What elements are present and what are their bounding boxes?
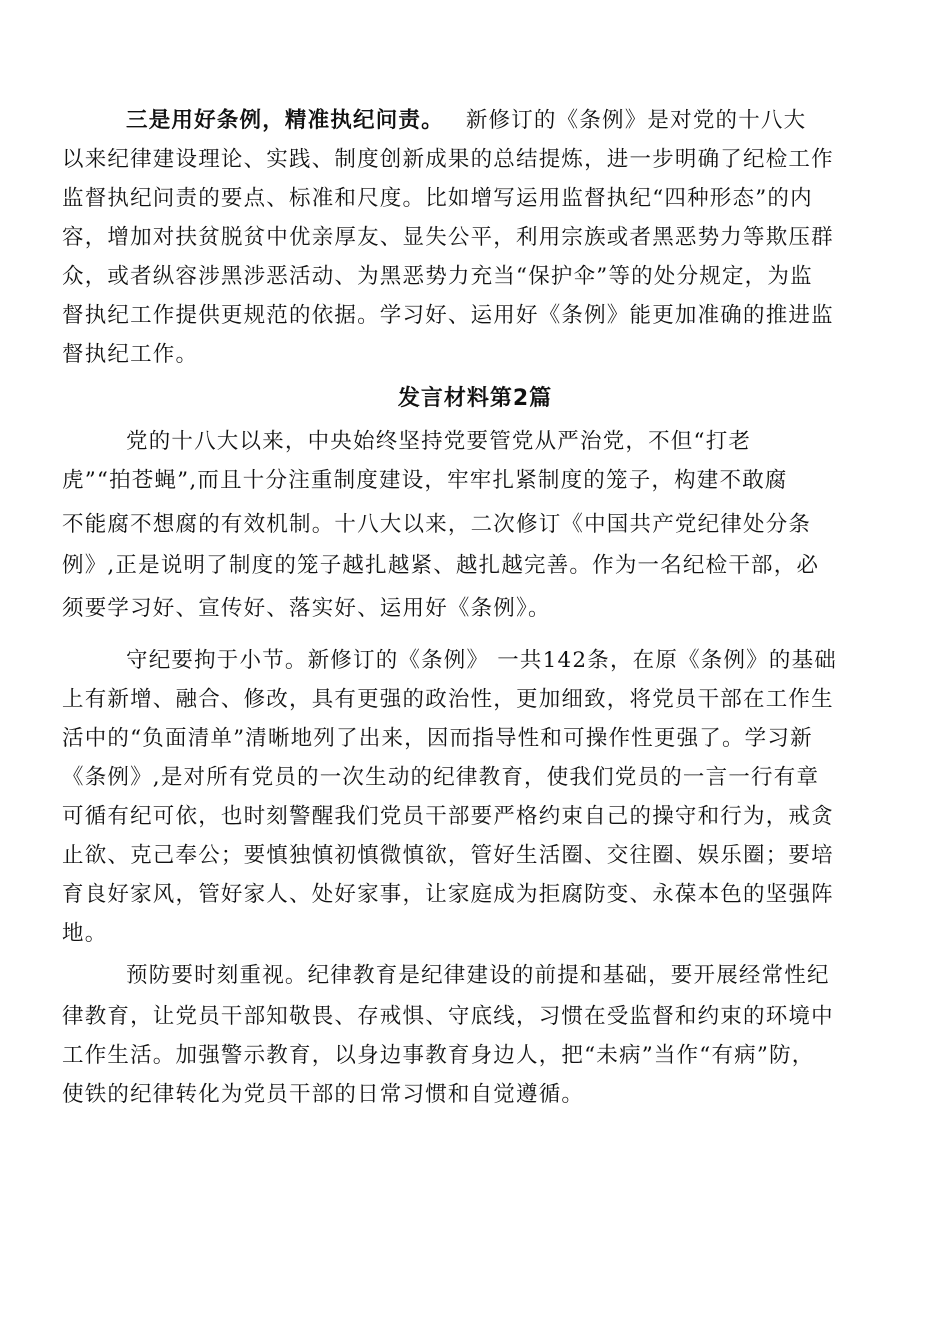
paragraph-line: 须要学习好、宣传好、落实好、运用好《条例》。	[62, 596, 551, 621]
section1-line: 众，或者纵容涉黑涉恶活动、为黑恶势力充当“保护伞”等的处分规定，为监	[62, 264, 813, 289]
paragraph-line: 工作生活。加强警示教育，以身边事教育身边人，把“未病”当作“有病”防，	[62, 1043, 815, 1068]
paragraph-line: 使铁的纪律转化为党员干部的日常习惯和自觉遵循。	[62, 1082, 585, 1107]
paragraph-line: 党的十八大以来，中央始终坚持党要管党从严治党，不但“打老	[126, 429, 752, 454]
paragraph-line: 虎”“拍苍蝇”,而且十分注重制度建设，牢牢扎紧制度的笼子，构建不敢腐	[62, 468, 788, 493]
paragraph-line: 育良好家风，管好家人、处好家事，让家庭成为拒腐防变、永葆本色的坚强阵	[62, 882, 834, 907]
paragraph-line: 可循有纪可依，也时刻警醒我们党员干部要严格约束自己的操守和行为，戒贪	[62, 804, 834, 829]
paragraph-line: 《条例》,是对所有党员的一次生动的纪律教育，使我们党员的一言一行有章	[62, 765, 820, 790]
paragraph-line: 守纪要拘于小节。新修订的《条例》 一共142条，在原《条例》的基础	[126, 648, 837, 673]
paragraph-line: 不能腐不想腐的有效机制。十八大以来，二次修订《中国共产党纪律处分条	[62, 512, 812, 537]
paragraph-line: 活中的“负面清单”清晰地列了出来，因而指导性和可操作性更强了。学习新	[62, 726, 813, 751]
section1-line: 监督执纪问责的要点、标准和尺度。比如增写运用监督执纪“四种形态”的内	[62, 186, 813, 211]
section1-line: 容，增加对扶贫脱贫中优亲厚友、显失公平，利用宗族或者黑恶势力等欺压群	[62, 225, 834, 250]
section1-line: 以来纪律建设理论、实践、制度创新成果的总结提炼，进一步明确了纪检工作	[62, 147, 834, 172]
paragraph-line: 止欲、克己奉公；要慎独慎初慎微慎欲，管好生活圈、交往圈、娱乐圈；要培	[62, 843, 834, 868]
section1-line-1	[126, 106, 806, 136]
paragraph-line: 律教育，让党员干部知敬畏、存戒惧、守底线，习惯在受监督和约束的环境中	[62, 1004, 834, 1029]
paragraph-line: 地。	[62, 921, 108, 946]
section1-line-text: 新修订的《条例》是对党的十八大	[465, 108, 807, 133]
section1-lead-bold: 三是用好条例，精准执纪问责。	[126, 108, 444, 133]
section1-line: 督执纪工作。	[62, 342, 199, 367]
paragraph-line: 上有新增、融合、修改，具有更强的政治性，更加细致，将党员干部在工作生	[62, 687, 834, 712]
paragraph-line: 例》,正是说明了制度的笼子越扎越紧、越扎越完善。作为一名纪检干部，必	[62, 553, 820, 578]
paragraph-line: 预防要时刻重视。纪律教育是纪律建设的前提和基础，要开展经常性纪	[126, 963, 830, 988]
section-heading: 发言材料第2篇	[397, 386, 553, 411]
section1-line: 督执纪工作提供更规范的依据。学习好、运用好《条例》能更加准确的推进监	[62, 303, 834, 328]
